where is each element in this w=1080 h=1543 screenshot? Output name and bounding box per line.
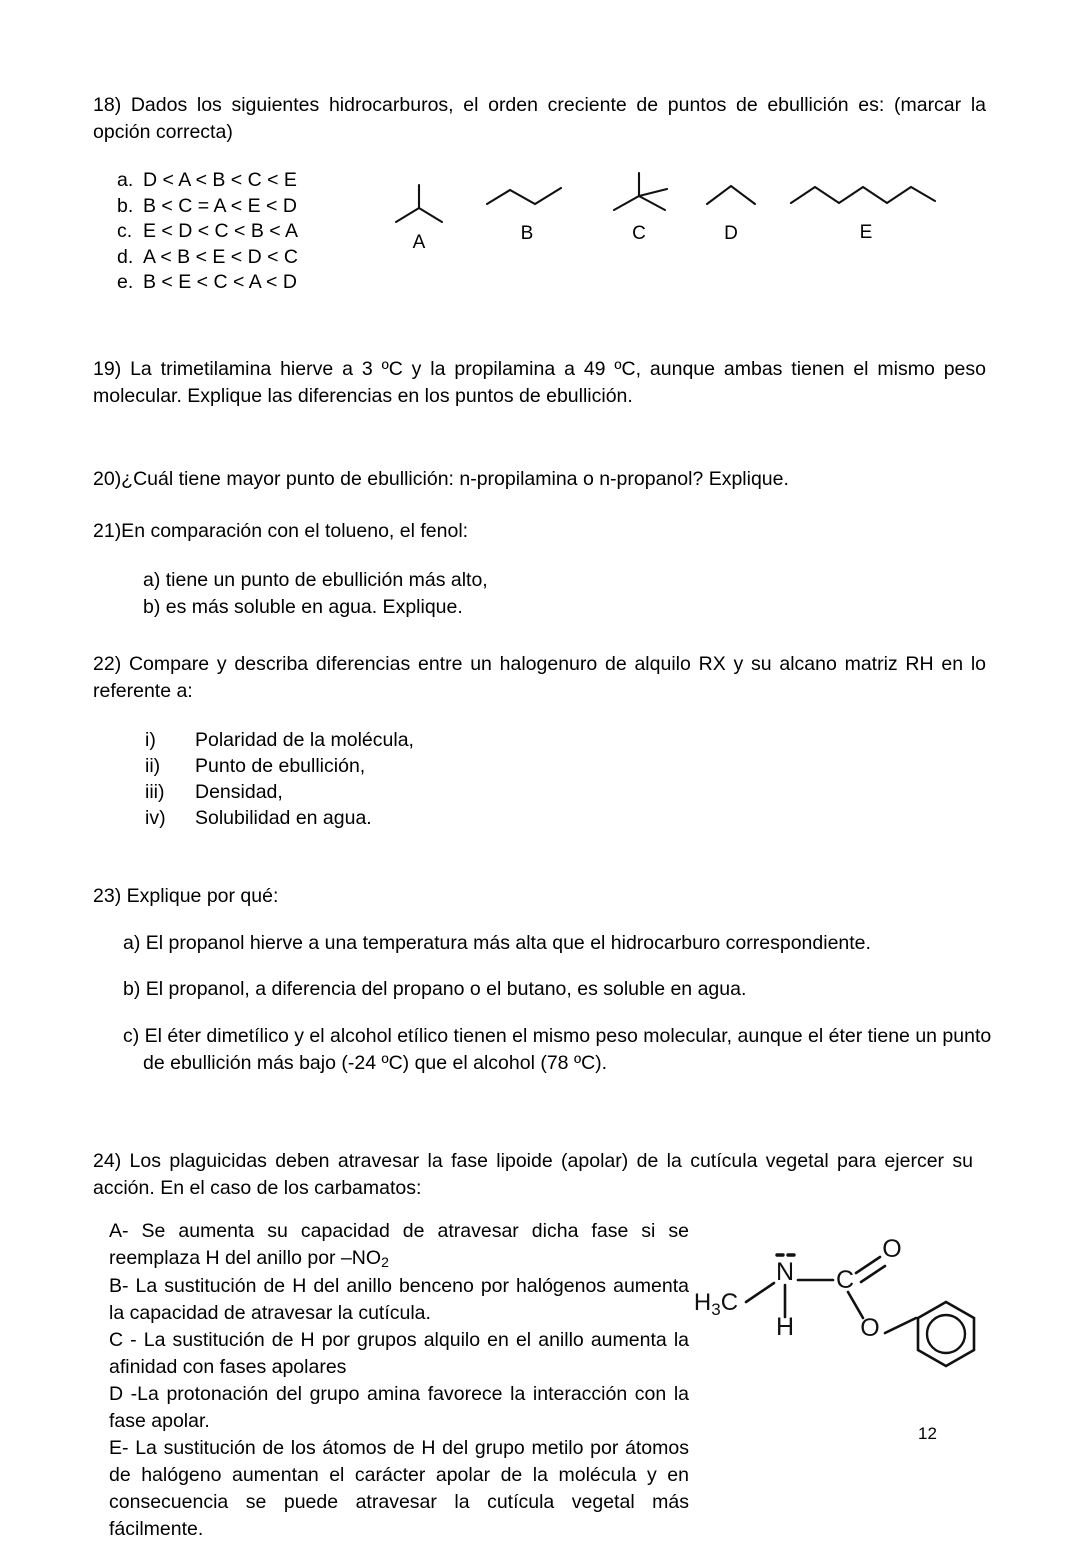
- roman-numeral: ii): [145, 755, 161, 777]
- page-content: [93, 92, 992, 1540]
- structure-c: [599, 170, 679, 244]
- option-row[interactable]: [117, 270, 298, 296]
- structure-label-b: B: [520, 223, 534, 244]
- question-21: 21)En comparación con el tolueno, el fenol:: [93, 520, 469, 542]
- question-18-options: [117, 168, 298, 296]
- question-21-item-a: a) tiene un punto de ebullición más alto,: [143, 569, 488, 591]
- question-23-item-c: c) El éter dimetílico y el alcohol etílico tienen el mismo peso molecular, aunque el éter tiene un punto de ebullición más bajo (-24 ºC) que el alcohol (78 ºC).: [123, 1024, 992, 1074]
- label-oxygen-single: O: [860, 1314, 880, 1342]
- option-text: B < E < C < A < D: [143, 271, 297, 293]
- heptane-icon: [785, 173, 947, 213]
- roman-text: Solubilidad en agua.: [195, 807, 372, 829]
- structure-b: [481, 172, 573, 244]
- roman-item: [145, 727, 986, 753]
- propane-icon: [695, 174, 767, 214]
- roman-item: [145, 779, 986, 805]
- neopentane-icon: [599, 170, 679, 220]
- carbamate-structure-diagram: [678, 1230, 1008, 1390]
- roman-text: Punto de ebullición,: [195, 755, 366, 777]
- option-row[interactable]: [117, 168, 298, 194]
- structure-label-c: C: [632, 223, 646, 244]
- hydrocarbon-structure-strip: [383, 170, 983, 280]
- label-hydrogen: H: [775, 1313, 795, 1341]
- option-text: B < C = A < E < D: [143, 194, 297, 217]
- structure-a: [383, 180, 455, 253]
- question-18-text: 18) Dados los siguientes hidrocarburos, el orden creciente de puntos de ebullición es: (marcar la opción correcta): [93, 94, 986, 143]
- question-21-item-b: b) es más soluble en agua. Explique.: [143, 596, 463, 618]
- question-18: [93, 92, 986, 308]
- butane-icon: [481, 172, 573, 214]
- label-carbon: C: [835, 1266, 855, 1294]
- question-24-body: [93, 1218, 986, 1540]
- question-23-item-b: b) El propanol, a diferencia del propano o el butano, es soluble en agua.: [123, 978, 747, 1000]
- option-letter: e.: [117, 271, 134, 293]
- question-24-items: [109, 1218, 689, 1543]
- roman-numeral: i): [145, 729, 156, 751]
- structure-label-e: E: [859, 222, 873, 243]
- option-row[interactable]: [117, 194, 298, 220]
- question-24-item-b: B- La sustitución de H del anillo benceno por halógenos aumenta la capacidad de atravesar la cutícula.: [109, 1275, 689, 1324]
- structure-label-d: D: [724, 223, 738, 244]
- option-text: D < A < B < C < E: [143, 169, 297, 191]
- roman-item: [145, 805, 986, 831]
- roman-text: Polaridad de la molécula,: [195, 729, 414, 751]
- question-24-item-e: E- La sustitución de los átomos de H del grupo metilo por átomos de halógeno aumentan el carácter apolar de la molécula y en consecuencia se puede atravesar la cutícula vegetal más fácilmente.: [109, 1437, 689, 1540]
- question-18-body: [93, 168, 986, 308]
- roman-text: Densidad,: [195, 781, 283, 803]
- question-22: 22) Compare y describa diferencias entre un halogenuro de alquilo RX y su alcano matriz RH en lo referente a:: [93, 653, 986, 702]
- label-methyl: $H_3C$: [693, 1289, 739, 1319]
- question-19: 19) La trimetilamina hierve a 3 ºC y la propilamina a 49 ºC, aunque ambas tienen el mismo peso molecular. Explique las diferencias en los puntos de ebullición.: [93, 358, 986, 407]
- isobutane-icon: [383, 180, 455, 232]
- structure-label-a: A: [412, 232, 426, 253]
- option-letter: d.: [117, 245, 134, 268]
- label-oxygen-double: O: [882, 1235, 902, 1263]
- roman-numeral: iv): [145, 807, 166, 829]
- question-23-item-a: a) El propanol hierve a una temperatura más alta que el hidrocarburo correspondiente.: [123, 931, 871, 954]
- option-letter: a.: [117, 169, 134, 191]
- question-23: 23) Explique por qué:: [93, 885, 279, 907]
- roman-numeral: iii): [145, 781, 165, 803]
- option-row[interactable]: [117, 245, 298, 271]
- carbamate-icon: [678, 1230, 1008, 1395]
- question-20: 20)¿Cuál tiene mayor punto de ebullición: n-propilamina o n-propanol? Explique.: [93, 468, 789, 490]
- question-24-item-a: A- Se aumenta su capacidad de atravesar dicha fase si se reemplaza H del anillo por $-NO_2$: [109, 1220, 689, 1271]
- option-row[interactable]: [117, 219, 298, 245]
- option-letter: c.: [117, 220, 133, 242]
- structure-d: [695, 174, 767, 244]
- option-text: A < B < E < D < C: [143, 245, 299, 268]
- question-24: 24) Los plaguicidas deben atravesar la fase lipoide (apolar) de la cutícula vegetal para ejercer su acción. En el caso de los carbamatos:: [93, 1150, 973, 1199]
- question-23-items: [123, 930, 993, 1077]
- structure-e: [785, 173, 947, 243]
- page-number: 12: [918, 1424, 937, 1443]
- label-nitrogen: N: [775, 1258, 795, 1286]
- roman-item: [145, 753, 986, 779]
- option-letter: b.: [117, 194, 134, 217]
- option-text: E < D < C < B < A: [143, 220, 299, 242]
- question-22-items: [145, 727, 986, 831]
- question-24-item-c: C - La sustitución de H por grupos alquilo en el anillo aumenta la afinidad con fases apolares: [109, 1329, 689, 1378]
- question-24-item-d: D -La protonación del grupo amina favorece la interacción con la fase apolar.: [109, 1383, 689, 1432]
